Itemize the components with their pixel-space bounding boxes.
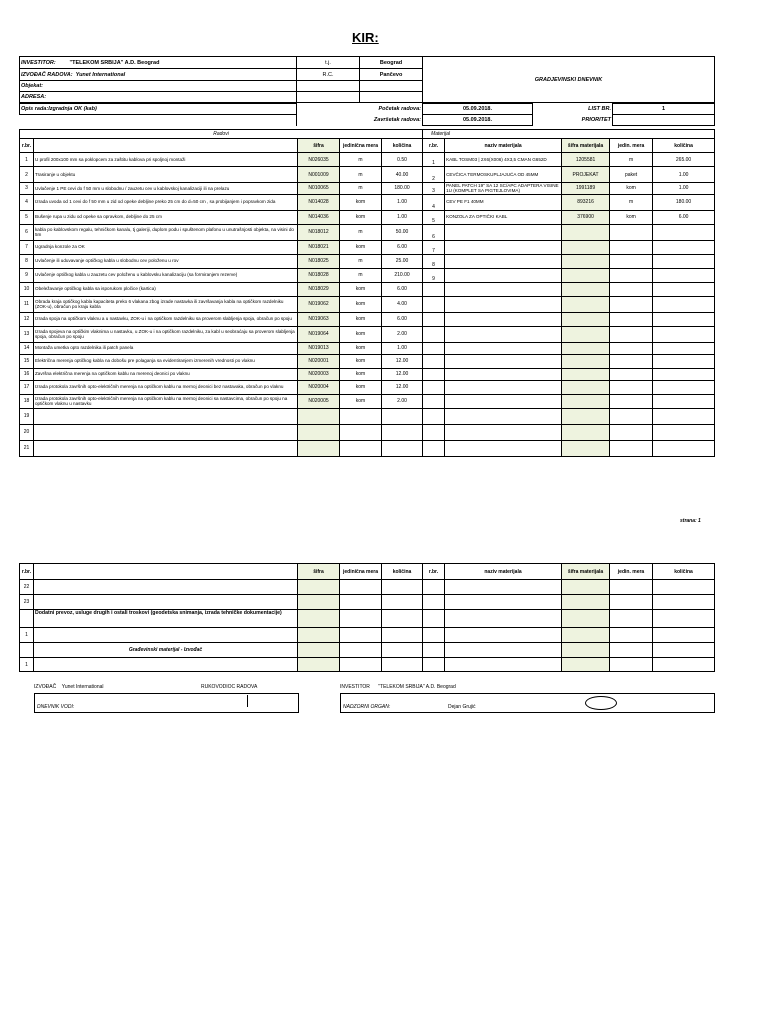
material-empty [610, 326, 653, 342]
table-row [20, 380, 715, 394]
list-value: 1 [613, 104, 715, 115]
list-label: LIST BR. [533, 104, 613, 115]
work-quantity: 50.00 [382, 224, 423, 240]
gradjevinski-materijal: Građevinski materijal - Izvođač [34, 643, 298, 658]
col2-sifra: šifra [298, 564, 340, 580]
work-unit: m [340, 183, 382, 195]
material-empty [423, 408, 445, 424]
work-sifra: N018025 [298, 254, 340, 268]
work-rbr: 19 [20, 408, 34, 424]
material-empty [610, 394, 653, 408]
table-row [20, 194, 715, 210]
material-empty [562, 368, 610, 380]
material-sifra [562, 268, 610, 282]
material-empty [562, 394, 610, 408]
work-description: Izrada spojeva na optičkim vlaknima u nastavku, u ZOK-u i na optičkom razdelniku, za kabl u seobraćaju sa proverom slabljenja spoja, obračun po spoju [34, 326, 298, 342]
work-unit: kom [340, 326, 382, 342]
col-sifra: šifra [298, 139, 340, 153]
work-quantity: 210.00 [382, 268, 423, 282]
work-description: Električna merenja optičkog kabla na dobošu pre polaganja sa evidentiranjem izmerenih vrednosti po vlaknu [34, 354, 298, 368]
col2-sifra-mat: šifra materijala [562, 564, 610, 580]
material-quantity: 6.00 [653, 210, 715, 224]
work-description: Obrada kraja optičkog kabla kapaciteta preko 6 vlakana zbog izrade nastavka ili završavanja kabla na optičkom razdelniku (ZOK-u), obračun po kraju kabla [34, 296, 298, 312]
material-empty [610, 424, 653, 440]
work-unit: kom [340, 210, 382, 224]
work-sifra: N019013 [298, 342, 340, 354]
work-description: Uvlačenje 1 PE cevi do f 50 mm u slobodnu / zauzetu cev u kablovskoj kanalizaciji ili na prelazu [34, 183, 298, 195]
col-kolicina-mat: količina [653, 139, 715, 153]
opis-rada: Opis rada:Izgradnja OK (kab) [20, 104, 297, 115]
main-table [19, 129, 715, 457]
prioritet-label: PRIORITET [533, 115, 613, 126]
material-quantity: 1.00 [653, 183, 715, 195]
material-empty [610, 380, 653, 394]
work-sifra: N018021 [298, 240, 340, 254]
material-empty [445, 440, 562, 456]
material-name [445, 268, 562, 282]
material-empty [653, 296, 715, 312]
material-rbr: 7 [423, 240, 445, 254]
material-quantity [653, 268, 715, 282]
work-unit: m [340, 153, 382, 167]
work-rbr: 5 [20, 210, 34, 224]
row-number: 23 [20, 595, 34, 610]
col2-kolicina-mat: količina [653, 564, 715, 580]
table-row [20, 326, 715, 342]
material-empty [423, 440, 445, 456]
work-unit: kom [340, 240, 382, 254]
work-rbr: 9 [20, 268, 34, 282]
work-quantity: 12.00 [382, 354, 423, 368]
table-row [20, 394, 715, 408]
material-empty [562, 380, 610, 394]
material-name: KONZOLA ZA OPTIČKI KABL [445, 210, 562, 224]
footer-rukovodioc: RUKOVODIOC RADOVA [201, 684, 258, 690]
work-quantity: 0.50 [382, 153, 423, 167]
material-rbr: 2 [423, 167, 445, 183]
material-unit: kom [610, 210, 653, 224]
material-empty [445, 296, 562, 312]
material-empty [653, 342, 715, 354]
material-empty [562, 342, 610, 354]
material-empty [610, 368, 653, 380]
material-sifra [562, 240, 610, 254]
material-empty [423, 296, 445, 312]
material-name [445, 254, 562, 268]
work-quantity [382, 440, 423, 456]
work-rbr: 15 [20, 354, 34, 368]
material-empty [653, 368, 715, 380]
work-description: Obeležavanje optičkog kabla sa isporukom pločice (kartica) [34, 282, 298, 296]
work-sifra: N014036 [298, 210, 340, 224]
table-row [20, 342, 715, 354]
work-sifra [298, 408, 340, 424]
work-rbr: 13 [20, 326, 34, 342]
table-row [20, 240, 715, 254]
material-empty [445, 312, 562, 326]
pocetak-label: Početak radova: [297, 104, 423, 115]
table-row [20, 296, 715, 312]
material-empty [423, 282, 445, 296]
tj-label: t.j. [297, 57, 360, 69]
work-rbr: 20 [20, 424, 34, 440]
material-empty [562, 354, 610, 368]
material-empty [562, 440, 610, 456]
work-description: Uvlačenje ili uduvavanje optičkog kabla u slobodnu cev položenu u rov [34, 254, 298, 268]
table-row [20, 167, 715, 183]
table-row [20, 153, 715, 167]
material-unit [610, 224, 653, 240]
work-unit: kom [340, 380, 382, 394]
work-description: U profil 200x100 mm sa poklopcem za zaštitu kablova pri spoljnoj montaži [34, 153, 298, 167]
material-rbr: 1 [423, 153, 445, 167]
material-empty [423, 312, 445, 326]
work-rbr: 4 [20, 194, 34, 210]
material-unit [610, 254, 653, 268]
diary-title: GRADJEVINSKI DNEVNIK [423, 57, 715, 103]
work-rbr: 2 [20, 167, 34, 183]
work-quantity: 1.00 [382, 342, 423, 354]
material-empty [562, 424, 610, 440]
material-empty [445, 326, 562, 342]
material-sifra: 1205581 [562, 153, 610, 167]
col-jedin-mera: jedin. mera [610, 139, 653, 153]
material-empty [653, 312, 715, 326]
objekat-label: Objekat: [20, 81, 297, 92]
work-rbr: 12 [20, 312, 34, 326]
work-description: Izrada protokola završnih opto-električnih merenja na optičkom kablu na mernoj deonici sa nastavcima, obračun po spoju na optičkom vlaknu u nastavku [34, 394, 298, 408]
material-empty [445, 380, 562, 394]
adresa-label: ADRESA: [20, 92, 297, 103]
work-unit: m [340, 254, 382, 268]
row-number: 22 [20, 580, 34, 595]
work-quantity: 2.00 [382, 394, 423, 408]
material-empty [610, 296, 653, 312]
material-sifra: 1991189 [562, 183, 610, 195]
work-unit: m [340, 268, 382, 282]
table-row [20, 224, 715, 240]
work-rbr: 21 [20, 440, 34, 456]
row-number: 1 [20, 658, 34, 672]
work-rbr: 16 [20, 368, 34, 380]
material-empty [653, 394, 715, 408]
work-unit: m [340, 167, 382, 183]
material-empty [653, 282, 715, 296]
page-label: strana: 1 [680, 518, 701, 524]
work-rbr: 11 [20, 296, 34, 312]
work-unit: kom [340, 194, 382, 210]
material-empty [653, 326, 715, 342]
material-rbr: 3 [423, 183, 445, 195]
material-unit [610, 268, 653, 282]
work-sifra: N020005 [298, 394, 340, 408]
material-quantity [653, 254, 715, 268]
material-empty [445, 408, 562, 424]
col2-jedinicna: jedinična mera [340, 564, 382, 580]
material-empty [445, 354, 562, 368]
material-empty [445, 424, 562, 440]
material-quantity [653, 240, 715, 254]
material-empty [653, 354, 715, 368]
work-quantity: 2.00 [382, 326, 423, 342]
work-sifra: N026035 [298, 153, 340, 167]
col2-rbr: r.br. [20, 564, 34, 580]
radovi-section-label: Radovi [20, 130, 423, 139]
material-empty [562, 326, 610, 342]
dodatni-troskovi: Dodatni prevoz, usluge drugih i ostali troskovi (geodetska snimanja, izrada tehničke dokumentacije) [34, 610, 298, 628]
work-description [34, 408, 298, 424]
material-unit: m [610, 194, 653, 210]
work-rbr: 8 [20, 254, 34, 268]
material-empty [423, 394, 445, 408]
work-description [34, 424, 298, 440]
work-rbr: 18 [20, 394, 34, 408]
rc-value: Pančevo [360, 69, 423, 81]
work-rbr: 17 [20, 380, 34, 394]
table-row [20, 254, 715, 268]
material-unit: m [610, 153, 653, 167]
work-description: Izrada spoja na optičkom vlaknu a u nastavku, ZOK-u i na optičkom razdelniku sa proverom slabljenja spoja, obračun po spoju [34, 312, 298, 326]
work-quantity: 25.00 [382, 254, 423, 268]
work-sifra: N019063 [298, 312, 340, 326]
work-description: kabla po kablovskom regalu, tehničkom kanalu, tj galeriji, duplom podu i spuštenom plafonu u unutrašnjosti objekta, na visini do 5m [34, 224, 298, 240]
materijal-section-label: Materijal [423, 130, 715, 139]
material-quantity: 1.00 [653, 167, 715, 183]
material-empty [562, 296, 610, 312]
table-row [20, 282, 715, 296]
material-quantity: 180.00 [653, 194, 715, 210]
work-unit [340, 424, 382, 440]
zavrsetak-label: Završetak radova: [297, 115, 423, 126]
table-row [20, 408, 715, 424]
table-row [20, 424, 715, 440]
work-sifra: N001009 [298, 167, 340, 183]
table-row [20, 268, 715, 282]
work-quantity: 12.00 [382, 368, 423, 380]
work-quantity: 6.00 [382, 240, 423, 254]
material-empty [423, 424, 445, 440]
work-description: Montaža umetka opto razdelnika ili patch panela [34, 342, 298, 354]
work-quantity [382, 408, 423, 424]
work-sifra: N014028 [298, 194, 340, 210]
row-number: 1 [20, 628, 34, 643]
work-description: Bušenje rupa u zidu od opeke sa opravkom, debljine do 25 cm [34, 210, 298, 224]
material-sifra: PROJEKAT [562, 167, 610, 183]
col-sifra-mat: šifra materijala [562, 139, 610, 153]
work-rbr: 1 [20, 153, 34, 167]
work-quantity: 12.00 [382, 380, 423, 394]
work-description: Izrada protokola završnih opto-električnih merenja na optičkom kablu na mernoj deonici bez nastavaka, obračun po vlaknu [34, 380, 298, 394]
dnevnik-vodi-box: DNEVNIK VODI: [34, 693, 299, 713]
material-sifra [562, 254, 610, 268]
material-empty [445, 342, 562, 354]
material-name: PANEL PATCH 19" SA 12 SC/APC ADAPTERA VISINE 1U (KOMPLET SA PIGTEJLOVIMA) [445, 183, 562, 195]
material-name: CEVČICA TERMOSKUPLJAJUĆA OD 45MM [445, 167, 562, 183]
work-unit: kom [340, 368, 382, 380]
work-sifra: N020004 [298, 380, 340, 394]
work-sifra: N018029 [298, 282, 340, 296]
material-empty [653, 424, 715, 440]
work-unit: kom [340, 312, 382, 326]
material-quantity: 265.00 [653, 153, 715, 167]
work-unit [340, 440, 382, 456]
col2-kolicina: količina [382, 564, 423, 580]
material-empty [610, 312, 653, 326]
material-empty [423, 368, 445, 380]
material-name [445, 224, 562, 240]
material-empty [562, 282, 610, 296]
material-empty [610, 408, 653, 424]
material-unit: kom [610, 183, 653, 195]
signature-mark [247, 695, 248, 707]
col-naziv: naziv materijala [445, 139, 562, 153]
material-empty [562, 408, 610, 424]
material-unit [610, 240, 653, 254]
work-unit [340, 408, 382, 424]
work-rbr: 3 [20, 183, 34, 195]
work-sifra [298, 440, 340, 456]
work-description: Izrada uvoda od 1 cevi do f 50 mm u zid od opeke debljine preko 25 cm do d=50 cm , sa probijanjem i popravkom zida [34, 194, 298, 210]
work-description: Uvlačenje optičkog kabla u zauzetu cev položenu u kablovsku kanalizaciju (sa formiranjem rezerve) [34, 268, 298, 282]
work-sifra: N019062 [298, 296, 340, 312]
work-description: Trasiranje u objektu [34, 167, 298, 183]
stamp-oval [585, 696, 617, 710]
footer-investitor: INVESTITOR "TELEKOM SRBIJA" A.D. Beograd [340, 684, 456, 690]
work-description: Ugradnja konzole za OK [34, 240, 298, 254]
material-rbr: 6 [423, 224, 445, 240]
col2-rbr-mat: r.br. [423, 564, 445, 580]
pocetak-value: 05.09.2018. [423, 104, 533, 115]
material-empty [653, 408, 715, 424]
nadzorni-organ-box: NADZORNI ORGAN: Dejan Grujić [340, 693, 715, 713]
work-sifra [298, 424, 340, 440]
work-unit: kom [340, 282, 382, 296]
table-row [20, 354, 715, 368]
material-empty [610, 440, 653, 456]
material-sifra [562, 224, 610, 240]
work-unit: kom [340, 394, 382, 408]
material-name: CEV PE F1 40MM [445, 194, 562, 210]
material-empty [610, 282, 653, 296]
material-name: KABL TOSM03 | 2X6(X006) 4X3,5 CMAN G652D [445, 153, 562, 167]
material-empty [445, 394, 562, 408]
work-quantity: 6.00 [382, 312, 423, 326]
work-quantity: 1.00 [382, 210, 423, 224]
zavrsetak-value: 05.09.2018. [423, 115, 533, 126]
material-empty [653, 380, 715, 394]
material-empty [653, 440, 715, 456]
material-empty [423, 380, 445, 394]
material-empty [445, 282, 562, 296]
table-row [20, 183, 715, 195]
material-empty [423, 326, 445, 342]
work-quantity: 180.00 [382, 183, 423, 195]
dates-table [19, 103, 715, 126]
header-table [19, 56, 715, 103]
footer-izvodac: IZVOĐAČ Yunet International [34, 684, 104, 690]
work-sifra: N018012 [298, 224, 340, 240]
work-rbr: 10 [20, 282, 34, 296]
col-rbr-mat: r.br. [423, 139, 445, 153]
table-row [20, 368, 715, 380]
work-description: Završna električna merenja na optičkom kablu na merenoj deonici po vlaknu [34, 368, 298, 380]
material-rbr: 4 [423, 194, 445, 210]
izvodac-cell: IZVOĐAČ RADOVA: Yunet International [20, 69, 297, 81]
work-unit: kom [340, 296, 382, 312]
work-quantity: 6.00 [382, 282, 423, 296]
work-sifra: N018028 [298, 268, 340, 282]
material-empty [562, 312, 610, 326]
document-title: KIR: [352, 30, 379, 45]
col2-naziv: naziv materijala [445, 564, 562, 580]
col-kolicina: količina [382, 139, 423, 153]
work-quantity: 4.00 [382, 296, 423, 312]
col-jedinicna: jedinična mera [340, 139, 382, 153]
material-empty [423, 354, 445, 368]
work-unit: kom [340, 342, 382, 354]
table-row [20, 312, 715, 326]
table-row [20, 210, 715, 224]
work-rbr: 14 [20, 342, 34, 354]
work-sifra: N020001 [298, 354, 340, 368]
material-rbr: 8 [423, 254, 445, 268]
material-rbr: 9 [423, 268, 445, 282]
work-quantity: 40.00 [382, 167, 423, 183]
material-quantity [653, 224, 715, 240]
material-empty [445, 368, 562, 380]
work-rbr: 7 [20, 240, 34, 254]
work-quantity [382, 424, 423, 440]
investitor-cell: INVESTITOR: "TELEKOM SRBIJA" A.D. Beograd [20, 57, 297, 69]
material-name [445, 240, 562, 254]
tj-value: Beograd [360, 57, 423, 69]
work-unit: kom [340, 354, 382, 368]
work-sifra: N019064 [298, 326, 340, 342]
material-empty [610, 342, 653, 354]
material-rbr: 5 [423, 210, 445, 224]
work-sifra: N020003 [298, 368, 340, 380]
col2-jedin-mera: jedin. mera [610, 564, 653, 580]
work-sifra: N010065 [298, 183, 340, 195]
material-unit: paket [610, 167, 653, 183]
table-row [20, 440, 715, 456]
material-sifra: 376900 [562, 210, 610, 224]
rc-label: R.C. [297, 69, 360, 81]
second-table [19, 563, 715, 672]
col-rbr: r.br. [20, 139, 34, 153]
material-sifra: 893216 [562, 194, 610, 210]
work-rbr: 6 [20, 224, 34, 240]
work-unit: m [340, 224, 382, 240]
work-description [34, 440, 298, 456]
work-quantity: 1.00 [382, 194, 423, 210]
material-empty [610, 354, 653, 368]
material-empty [423, 342, 445, 354]
